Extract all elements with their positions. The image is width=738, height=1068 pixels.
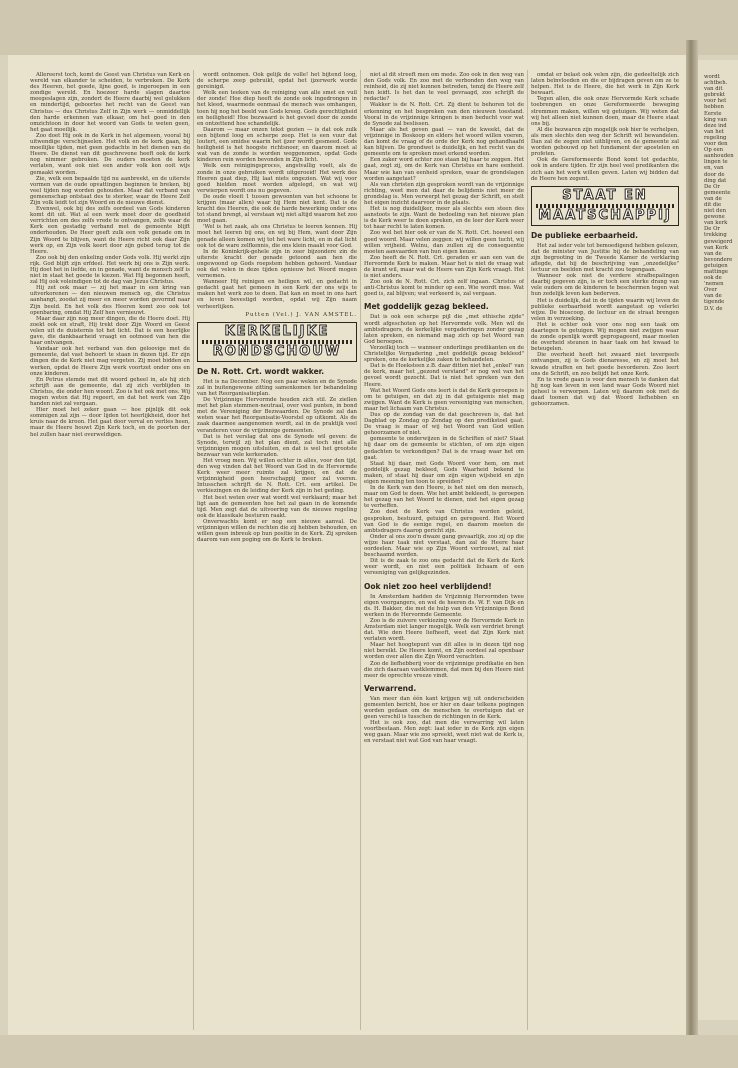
paragraph: Maar daar zijn nog meer dingen, die de Heere doet. Hij zoekt ook en straft, Hij trekt door Zijn Woord en Geest velen uit de duisternis tot het licht. Dat is een heerlijke gave, die dankbaarheid vraagt en ootmoed van hen die haar ontvangen. [30, 315, 190, 347]
paragraph: Dit is de zaak te zoo ons gedacht dat de Kerk de Kerk weer wordt, en niet een politiek lichaam of een vereeniging van gelijkgezinden. [364, 558, 524, 577]
paragraph: Wanneer Hij reinigen en heiligen wil, en gedacht in gedacht gaat het gemeen in een Kerk der ons wijs te maken het werk zoo te doen. Dat kan en moet in ons hart en leven bevestigd worden, opdat wij Zijn naam verheerlijken. [197, 279, 357, 310]
banner-line-2: RONDSCHOUW [212, 343, 342, 359]
facing-page-line: van de [704, 293, 722, 300]
paragraph: Dat is het verslag dat ons de Synode wil geven: de Synode, terwijl zij het plan dient, zal toch niet alle vrijzinnigen mogen uitsluiten, en dat is wel het grootste bezwaar van vele kerkeraden. [197, 433, 357, 458]
column-2-article-text [197, 379, 357, 544]
paragraph: In de Kerk van den Heere, is het niet om den mensch, maar om God te doen. Wie het ambt bekleedt, is geroepen het gezag van het Woord te dienen, niet het eigen gezag te verheffen. [364, 485, 524, 510]
paragraph: Hier moet het zeker gaan — hoe pijnlijk dit ook sommigen zal zijn — door lijden tot heerlijkheid, door het kruis naar de kroon. Het gaat door verval en verlies heen, maar de Heere bouwt Zijn Kerk toch, en de poorten der hel zullen haar niet overweldigen. [30, 407, 190, 438]
paragraph: Wanneer ook niet de verdere strafbepalingen daarbij gegeven zijn, is er toch een sterke drang van vele ouders om de kinderen te beschermen tegen wat hun zedelijk leven kan bederven. [531, 273, 679, 298]
facing-page-line: tigende [704, 299, 725, 306]
top-shadow [0, 0, 738, 55]
facing-page-line: van dit [704, 86, 723, 93]
paragraph: En te vrede gaan is voor den mensch te danken dat hij nog kan leven in een land waar Gods Woord niet geheel is verworpen. Laten wij daarom ook met de daad toonen dat wij dat Woord liefhebben en gehoorzamen. [531, 376, 679, 408]
article-heading: Met goddelijk gezag bekleed. [364, 302, 489, 312]
facing-page-line: voor den [704, 141, 728, 148]
paragraph: Het is echter ook voor ons nog een taak om daartegen te getuigen. Wij mogen niet zwijgen waar de zonde openlijk wordt gepropageerd, maar moeten de overheid steunen in haar taak om het kwaad te beteugelen. [531, 321, 679, 353]
paragraph: Die overheid heeft het zwaard niet tevergeefs ontvangen, zij is Gods dienaresse, en zij moet het kwade straffen en het goede bevorderen. Zoo leert ons de Schrift, en zoo belijdt het onze Kerk. [531, 352, 679, 377]
article-heading: De publieke eerbaarheid. [531, 230, 638, 240]
paragraph: gemeente te onderwijzen in de Schriften of niet? Staat hij daar om de gemeente te stichten, of om zijn eigen gedachten te verkondigen? Dat is de vraag waar het om gaat. [364, 436, 524, 461]
facing-page-line: regeling [704, 134, 727, 141]
article-heading: Ook niet zoo heel verblijdend! [364, 581, 492, 591]
paragraph: Evenwel, ook bij des zelfs oordeel van Gods kinderen komt dit uit. Wat al een werk moet door de goedheid verrichten om des zelfs vrede te ontvangen, zelfs waar de Kerk een gestadig verband met de gemeente blijft onderhouden. De Heer geeft zulk een volk genade om in Zijn Woord te blijven, want de Heere richt ook daar Zijn werk op, en Zijn volk keert door zijn gebed terug tot de Heere. [30, 206, 190, 255]
column-3-text [364, 72, 524, 297]
paragraph: Het is duidelijk, dat in de tijden waarin wij leven de publieke eerbaarheid wordt aangetast op velerlei wijze. De bioscoop, de lectuur en de straat brengen velen in verzoeking. [531, 297, 679, 322]
facing-page-line: 'nemen [704, 281, 724, 288]
facing-page-line: van het [704, 128, 724, 135]
facing-page-line: deze ind [704, 122, 727, 129]
facing-page-line: van de [704, 195, 722, 202]
paragraph: Als van christen zijn gesproken wordt van de vrijzinnige richting, weet men dat daar de belijdenis niet meer de grondslag is. Men verwerpt het gezag der Schrift, en stelt het eigen inzicht daarvoor in de plaats. [364, 181, 524, 206]
paragraph: De Vrijzinnige Hervormde houden zich stil. Ze ziellen met het plan stemmen-neutraal, over veel punten, in bond met de Vereniging der Bezwaarden. De Synode zal dan weten waar het Reorganisatie-Voorstel op uitkomt. Als de zaak daarmee aangenomen wordt, zal in de praktijk veel veranderen voor de vrijzinnige gemeenten. [197, 397, 357, 434]
paragraph: Hij zet ook maar — zij het maar in een kring van uitverkorenen — den nieuwen mensch op, die Christus aanhangt, zoodat zij meer en meer worden gevormd naar Zijn beeld. En het volk des Heeren komt zoo ook tot openbaring, omdat Hij Zelf hen vernieuwt. [30, 285, 190, 316]
facing-page-line: Over [704, 287, 718, 294]
facing-page-line: dit die [704, 201, 722, 208]
paragraph: Verzeilkij toch — wanneer onderlinge predikanten en de Christelijke Vergadering „met goddelijk gezag bekleed" spreken, ons de kerkelijke zaken te behandelen. [364, 344, 524, 364]
paragraph: En Petrus stemde met dit woord geheel in, als hij zich schrijft aan de gemeente, dat zij zich verblijden in Christus, die onder hen woont. Zoo is het ook met ons. Wij mogen weten dat Hij regeert, en dat het werk van Zijn handen niet zal vergaan. [30, 376, 190, 408]
facing-page-line: voor het [704, 98, 727, 105]
facing-page-line: van de [704, 250, 722, 257]
paragraph: Zoo doet de Kerk van Christus worden geleid, gesproken, bestuurd, getuigd en geregeerd. Het Woord van God is de eenige regel, en daarom moeten de ambtsdragers daarop gericht zijn. [364, 509, 524, 534]
article-heading: Verwarrend. [364, 683, 417, 693]
facing-page-line: achtbeh. [704, 80, 728, 87]
facing-page-line: van Kerk [704, 244, 728, 251]
paragraph: Daarom — maar onzen tekst gezien — is dat ook zulk een bijtend loog en scherpe zeep. Het is een vuur dat loutert, een smidse waarin het ijzer wordt gesmeed. Gods heiligheid is het hoogste richtsnoer, en daarom moet al wat van de zonde is worden weggenomen, opdat Gods kinderen rein worden bevonden in Zijn licht. [197, 126, 357, 164]
column-rule [527, 70, 528, 1030]
banner-line-1: STAAT EN [562, 187, 648, 203]
bottom-shadow [0, 1035, 738, 1068]
paragraph: Dat is ook een scherpe pijl die „met ethische zijde" wordt afgeschoten op het Hervormde volk. Men wil de ambtsdragers, de kerkelijke vergaderingen zonder gezag laten spreken, en niemand mag zich op het Woord van God beroepen. [364, 314, 524, 345]
facing-page-line: gemeente [704, 189, 731, 196]
facing-page-line: king van [704, 116, 727, 123]
facing-page-line: D.V. de [704, 305, 723, 312]
facing-page-text [698, 60, 738, 312]
paragraph: Een zaker word echter zoo staan bij haar te zeggen. Het gaat, zegt zij, om de Kerk van Christus en hare eenheid. Maar wie kan van eenheid spreken, waar de grondslagen worden aangetast? [364, 157, 524, 182]
paragraph: Wat het Woord Gods ons leert is dat de Kerk geroepen is om te getuigen, en dat zij in dat getuigenis niet mag zwijgen. Want de Kerk is geen vereeniging van menschen, maar het lichaam van Christus. [364, 387, 524, 412]
paragraph: Zoo doet Hij ook in de Kerk in het algemeen, vooral bij uitwendige verschijnselen. Het volk en de kerk gaan, bij moeilijke tijden, met geen gedachte in het dienen van de Heere. De dienst van dit geschrevene heeft ook de kerk nog nimmer gebroken. De ouders moeten de kerk verlaten, want ook niet een ander volk kon ooit wijs gemaakt worden. [30, 132, 190, 176]
facing-page-line: ding dat [704, 177, 727, 184]
column-4 [531, 72, 679, 1032]
paragraph: Zoo de liefhebberij voor de vrijzinnige predikatie en hen die zich daaraan vastklemmen, dat men bij den Heere niet meer de oprechte vreeze vindt. [364, 660, 524, 679]
paragraph: De oude vloeit 1 tussen gewoonten van het schoone te krijgen (maar allen) waar hij Hem niet kent. Dat is de kracht des Heeren, die ook de harde bewerking onder ons tot stand brengt, al verstaan wij niet altijd waarom het zoo moet gaan. [197, 193, 357, 225]
column-rule [193, 70, 194, 1030]
column-4-article-text [531, 243, 679, 408]
facing-page-line: mattinge [704, 269, 729, 275]
book-gutter [686, 40, 698, 1040]
paragraph: Vandaar ook het verband van den geloovige met de gemeente, dat vast behoort te staan in dezen tijd. Er zijn dingen die de Kerk niet mag vergeten. Zij moet bidden en werken, opdat de Heere Zijn werk voortzet onder ons en onze kinderen. [30, 346, 190, 377]
author-signature: Putten (Vel.) J. VAN AMSTEL. [245, 311, 357, 318]
paragraph: In Amsterdam hadden de Vrijzinnig Hervormden twee eigen voorgangers, en wel de heeren ds. W. F. van Dijk en ds. H. Bakker, die met de hulp van den Vrijzinnigen Bond werken in de Hervormde Gemeente. [364, 593, 524, 618]
facing-page-line: gewone [704, 214, 725, 221]
facing-page-line: en, van [704, 165, 724, 172]
column-2 [197, 72, 357, 1032]
article-heading: De N. Rott. Crt. wordt wakker. [197, 366, 325, 376]
facing-page-line: De Or [704, 226, 720, 233]
paragraph: Het is ook zoo, dat men die verwarring wil laten voortbestaan. Men zegt: laat ieder in de Kerk zijn eigen weg gaan. Maar wie zoo spreekt, weet niet wat de Kerk is, en verstaat niet wat God van haar vraagt. [364, 720, 524, 745]
paragraph: Zoo ook de N. Rott. Crt. zich zelf ingaan. Christus of anti-Christus komt te minder op een. Wie wordt mee. Wat goed is, zal blijven; wat verkeerd is, zal vergaan. [364, 279, 524, 298]
facing-page-line: ook de [704, 275, 722, 282]
column-1 [30, 72, 190, 1032]
paragraph: In de Koninkrijk-gehele zijn in zeer bijzondere zin de uiterste kracht der genade getoond aan hen die ongewoond op Gods roepstem hebben gehoord. Vandaar ook dat velen in deze tijden opnieuw het Woord mogen vernemen. [197, 248, 357, 280]
paragraph: Onverwachts komt er nog een nieuwe aanval. De vrijzinnigen willen de rechten die zij hebben behouden, en willen geen inbreuk op hun positie in de Kerk. Zij spreken daarom van een poging om de Kerk te breken. [197, 518, 357, 544]
paragraph: Zoo ook bij den enkeling onder Gods volk. Hij werkt zijn rijk. God blijft zijn erfdeel. Het werk bij ons is Zijn werk. Hij doet het in liefde, en in genade, want de mensch zelf is niet in staat het goede te kiezen. Wat Hij begonnen heeft, zal Hij ook voleindigen tot de dag van Jezus Christus. [30, 254, 190, 286]
paragraph: Welk een teeken van de reiniging van alle smet en vuil der zonde! Hoe diep heeft de zonde ook ingedrongen in het kleed, waarmede eenmaal de mensch was omhangen, toen hij nog het beeld van Gods kreeg. Gods gerechtigheid en heiligheid! Hoe bezwaard is het gevoel door de zonde en ontzettend hoe schandelijk. [197, 90, 357, 127]
facing-page-line: aanhouden [704, 153, 734, 160]
facing-page-line: bevondere [704, 256, 733, 263]
paragraph: Dus op de zondag van de dat geschreven is, dat het Dagblad op Zondag op Zondag op den predikstoel gaat. De vraag is maar of wij het Woord van God willen gehoorzamen of niet. [364, 411, 524, 437]
banner-line-1: KERKELIJKE [224, 323, 330, 339]
paragraph: Het is nog duidelijker, meer als slechts een steen des aanstoots te zijn. Want de bedoeling van het nieuwe plan is de Kerk weer te doen spreken, en de leer der Kerk weer tot haar recht te laten komen. [364, 206, 524, 231]
facing-page-line: van kerk [704, 220, 728, 227]
paragraph: Onder al ons zoo'n dwaze gang gevaarlijk, zoo zij op die wijze haar taak niet verstaat, dan zal de Heere haar oordeelen. Maar wie op Zijn Woord vertrouwt, zal niet beschaamd worden. [364, 533, 524, 559]
facing-page-line: gebrekt [704, 92, 725, 99]
column-3-article-text [364, 314, 524, 744]
facing-page-line: getuigen [704, 262, 728, 269]
column-rule [360, 70, 361, 1030]
staat-en-maatschappij-banner [531, 186, 679, 226]
facing-page-line: lingen te [704, 159, 728, 166]
banner-line-2: MAATSCHAPPIJ [538, 207, 672, 223]
paragraph: niet al dit streeft men om mede. Zoo ook in den weg van den Gods volk. En zoo met de verbonden den weg van reinheid, die zij niet kunnen betreden, tenzij de Heere zelf hen leidt. Is het dan te veel gevraagd, zoo schrijft de redactie? [364, 72, 524, 103]
column-3 [364, 72, 524, 1032]
column-2-text [197, 72, 357, 310]
paragraph: Ook de Gereformeerde Bond komt tot gedachte, ook in andere tijden. Er zijn heel veel predikanten die zich aan het werk willen geven. Laten wij bidden dat de Heere hen zegent. [531, 157, 679, 182]
paragraph: Allereerst toch, komt de Geest van Christus van Kerk en wereld van elkander te scheiden, te verbreken. De Kerk des Heeren, het goede, lijne goed, is ingeroepen in een zondige wereld. En hoezeer harde slagen daartoe meegeslagen zijn, zondert de Heere daarbij wel gelukken en mindertijd, geboortes het recht van de Geest van Christus — dus Christus Zelf in Zijn werk — onmiddellijk den harde erkennen van elkaar, om het goed in den omzichtoon in door het woord van Gods te weten geen, het gaat moeilijk. [30, 72, 190, 133]
paragraph: Al die bezwaren zijn mogelijk ook hier te verhelpen, als men slechts den weg der Schrift wil bewandelen. Dan zal de zegen niet uitblijven, en de gemeente zal worden gebouwd op het fundament der apostelen en profeten. [531, 126, 679, 158]
paragraph: Tegen allen, die ook onze Hervormde Kerk schade toebrengen en onze Gereformeerde beweging stremmen maken, willen wij getuigen. Wij weten dat wij het alleen niet kunnen doen, maar de Heere staat ons bij. [531, 96, 679, 127]
facing-page-edge [698, 60, 738, 1020]
kerkelijke-rondschouw-banner [197, 322, 357, 362]
paragraph: Het zal ieder vele tot bemoedigend hebben gelezen, dat de minister van Justitie bij de behandeling van zijn begrooting in de Tweede Kamer de verklaring aflegde, dat hij de beschrijving van „onzedelijke" lectuur en beelden met kracht zou tegengaan. [531, 242, 679, 274]
column-4-text [531, 72, 679, 182]
facing-page-line: geweigerd [704, 238, 733, 245]
facing-page-line: Op een [704, 147, 724, 154]
paragraph: Dat is de Hoeksteen z.B. daar ditten niet het „enkel" van de kerk, maar het „gezond verstand" er nog wel van het gevoel wordt gezocht. Dat is niet het spreken van den Heere. [364, 363, 524, 388]
facing-page-line: Eerste [704, 110, 722, 117]
paragraph: 'Wel is het zaak, als ons Christus te leeren kennen. Hij moet het leeren bij ons, en wij bij Hem, want door Zijn genade alleen komen wij tot het ware licht, en in dat licht ook tot de ware zelfkennis, die ons klein maakt voor God. [197, 224, 357, 249]
paragraph: Het best weten over wat wordt wel verklaard; maar het ligt aan de gemeenten hoe het zal gaan in de komende tijd. Men zegt dat de uitvoering van de nieuwe regeling ook de klassikale besturen raakt. [197, 494, 357, 519]
facing-page-line: hebben [704, 104, 724, 111]
paragraph: Het is na December. Nog een paar weken en de Synode zal in buitengewone zitting samenkomen ter behandeling van het Reorganisatieplan. [197, 378, 357, 397]
paragraph: Maar het hoogtepunt van dit alles is in dezen tijd nog niet bereikt. De Heere komt, en Zijn oordeel zal openbaar worden over allen die Zijn Woord verachten. [364, 642, 524, 661]
facing-page-line: trekking [704, 232, 727, 239]
paragraph: Wakker is de N. Rott. Crt. Zij dient te behoren tot de erkenning en het bespreken van den nieuwen toestand. Vooral in de vrijzinnige kringen is men beducht voor wat de Synode zal beslissen. [364, 102, 524, 127]
paragraph: Welk een reinigingsproces, angstvallig voelt, als de zonde in onze gebruiken wordt uitgeroeid! Het werk des Heeren gaat diep, Hij laat niets ongezien. Wat wij voor goed hielden moet worden afgelegd, en wat wij verwierpen wordt ons nu gegeven. [197, 163, 357, 194]
facing-page-line: De Or [704, 183, 720, 190]
paragraph: Van meer dan één kant krijgen wij uit onderscheiden gemeenten bericht, hoe er hier en daar telkens pogingen worden gedaan om de menschen te overtuigen dat er geen verschil is tusschen de richtingen in de Kerk. [364, 695, 524, 721]
facing-page-line: door de [704, 171, 725, 178]
paragraph: Staat hij daar, met Gods Woord voor hem, om met goddelijk gezag bekleed, Gods Waarheid bekend te maken, of staat hij daar om zijn eigen wijsheid en zijn eigen meening ten toon te spreiden? [364, 460, 524, 485]
facing-page-line: niet den [704, 208, 726, 215]
paragraph: Zoo wel het hier ook er van de N. Rott. Crt. hoewel een goed woord. Maar velen zeggen: wij willen geen tucht, wij willen vrijheid. Welnu, dan zullen zij de consequentie moeten aanvaarden van hun eigen keuze. [364, 230, 524, 255]
paragraph: omdat er belast ook velen zijn, die gedeeltelijk zich laten beïnvloeden en die er bijdragen geven om ze te helpen. Het is de Heere, die het werk in Zijn Kerk bewaart. [531, 72, 679, 97]
paragraph: Zoo is de zuivere verkiezing voor de Hervormde Kerk in Amsterdam niet langer mogelijk. Welk een verdriet brengt dat. Wie den Heere liefheeft, weet dat Zijn Kerk niet verlaten wordt. [364, 617, 524, 643]
paragraph: Maar als het geven gaat — van de kweekt, dat de vrijzinnige in Boskoop en elders het woord willen voeren, dan komt de vraag of de orde der Kerk nog gehandhaafd kan blijven. De grondwet is duidelijk, en het recht van de gemeente om te spreken moet erkend worden. [364, 126, 524, 158]
paragraph: wordt ontnomen. Ook gelijk de volle! het bijtend loog, de scherpe zeep gebruikt, opdat het ijzerwerk worde gereinigd. [197, 72, 357, 91]
paragraph: Zoo heeft de N. Rott. Crt. geraden er aan een van de Hervormde Kerk te maken. Maar het is niet de vraag wat de krant wil, maar wat de Heere van Zijn Kerk vraagt. Het is niet anders. [364, 254, 524, 280]
facing-page-line: wordt [704, 74, 720, 80]
paragraph: Het vroeg men. Wij willen echter in alles, voor den tijd, den weg vinden dat het Woord van God in de Hervormde Kerk weer meer ruimte zal krijgen, en dat de vrijzinnigheid geen heerschappij meer zal voeren. Intusschen schrijft de N. Rott. Crt. een artikel. De verkiezingen en de leiding der Kerk zijn in het geding. [197, 457, 357, 495]
paragraph: Zie, welk een bepaalde tijd nu aanbreekt, en de uiterste vormen van de oude opvattingen beginnen te breken, bij veel tijden nog worden gehouden. Maar dat verband van gemeenschap ontstaat des te sterker, waar de Heere Zelf Zijn volk leidt tot zijn Woord en de nieuwe dienst. [30, 175, 190, 206]
